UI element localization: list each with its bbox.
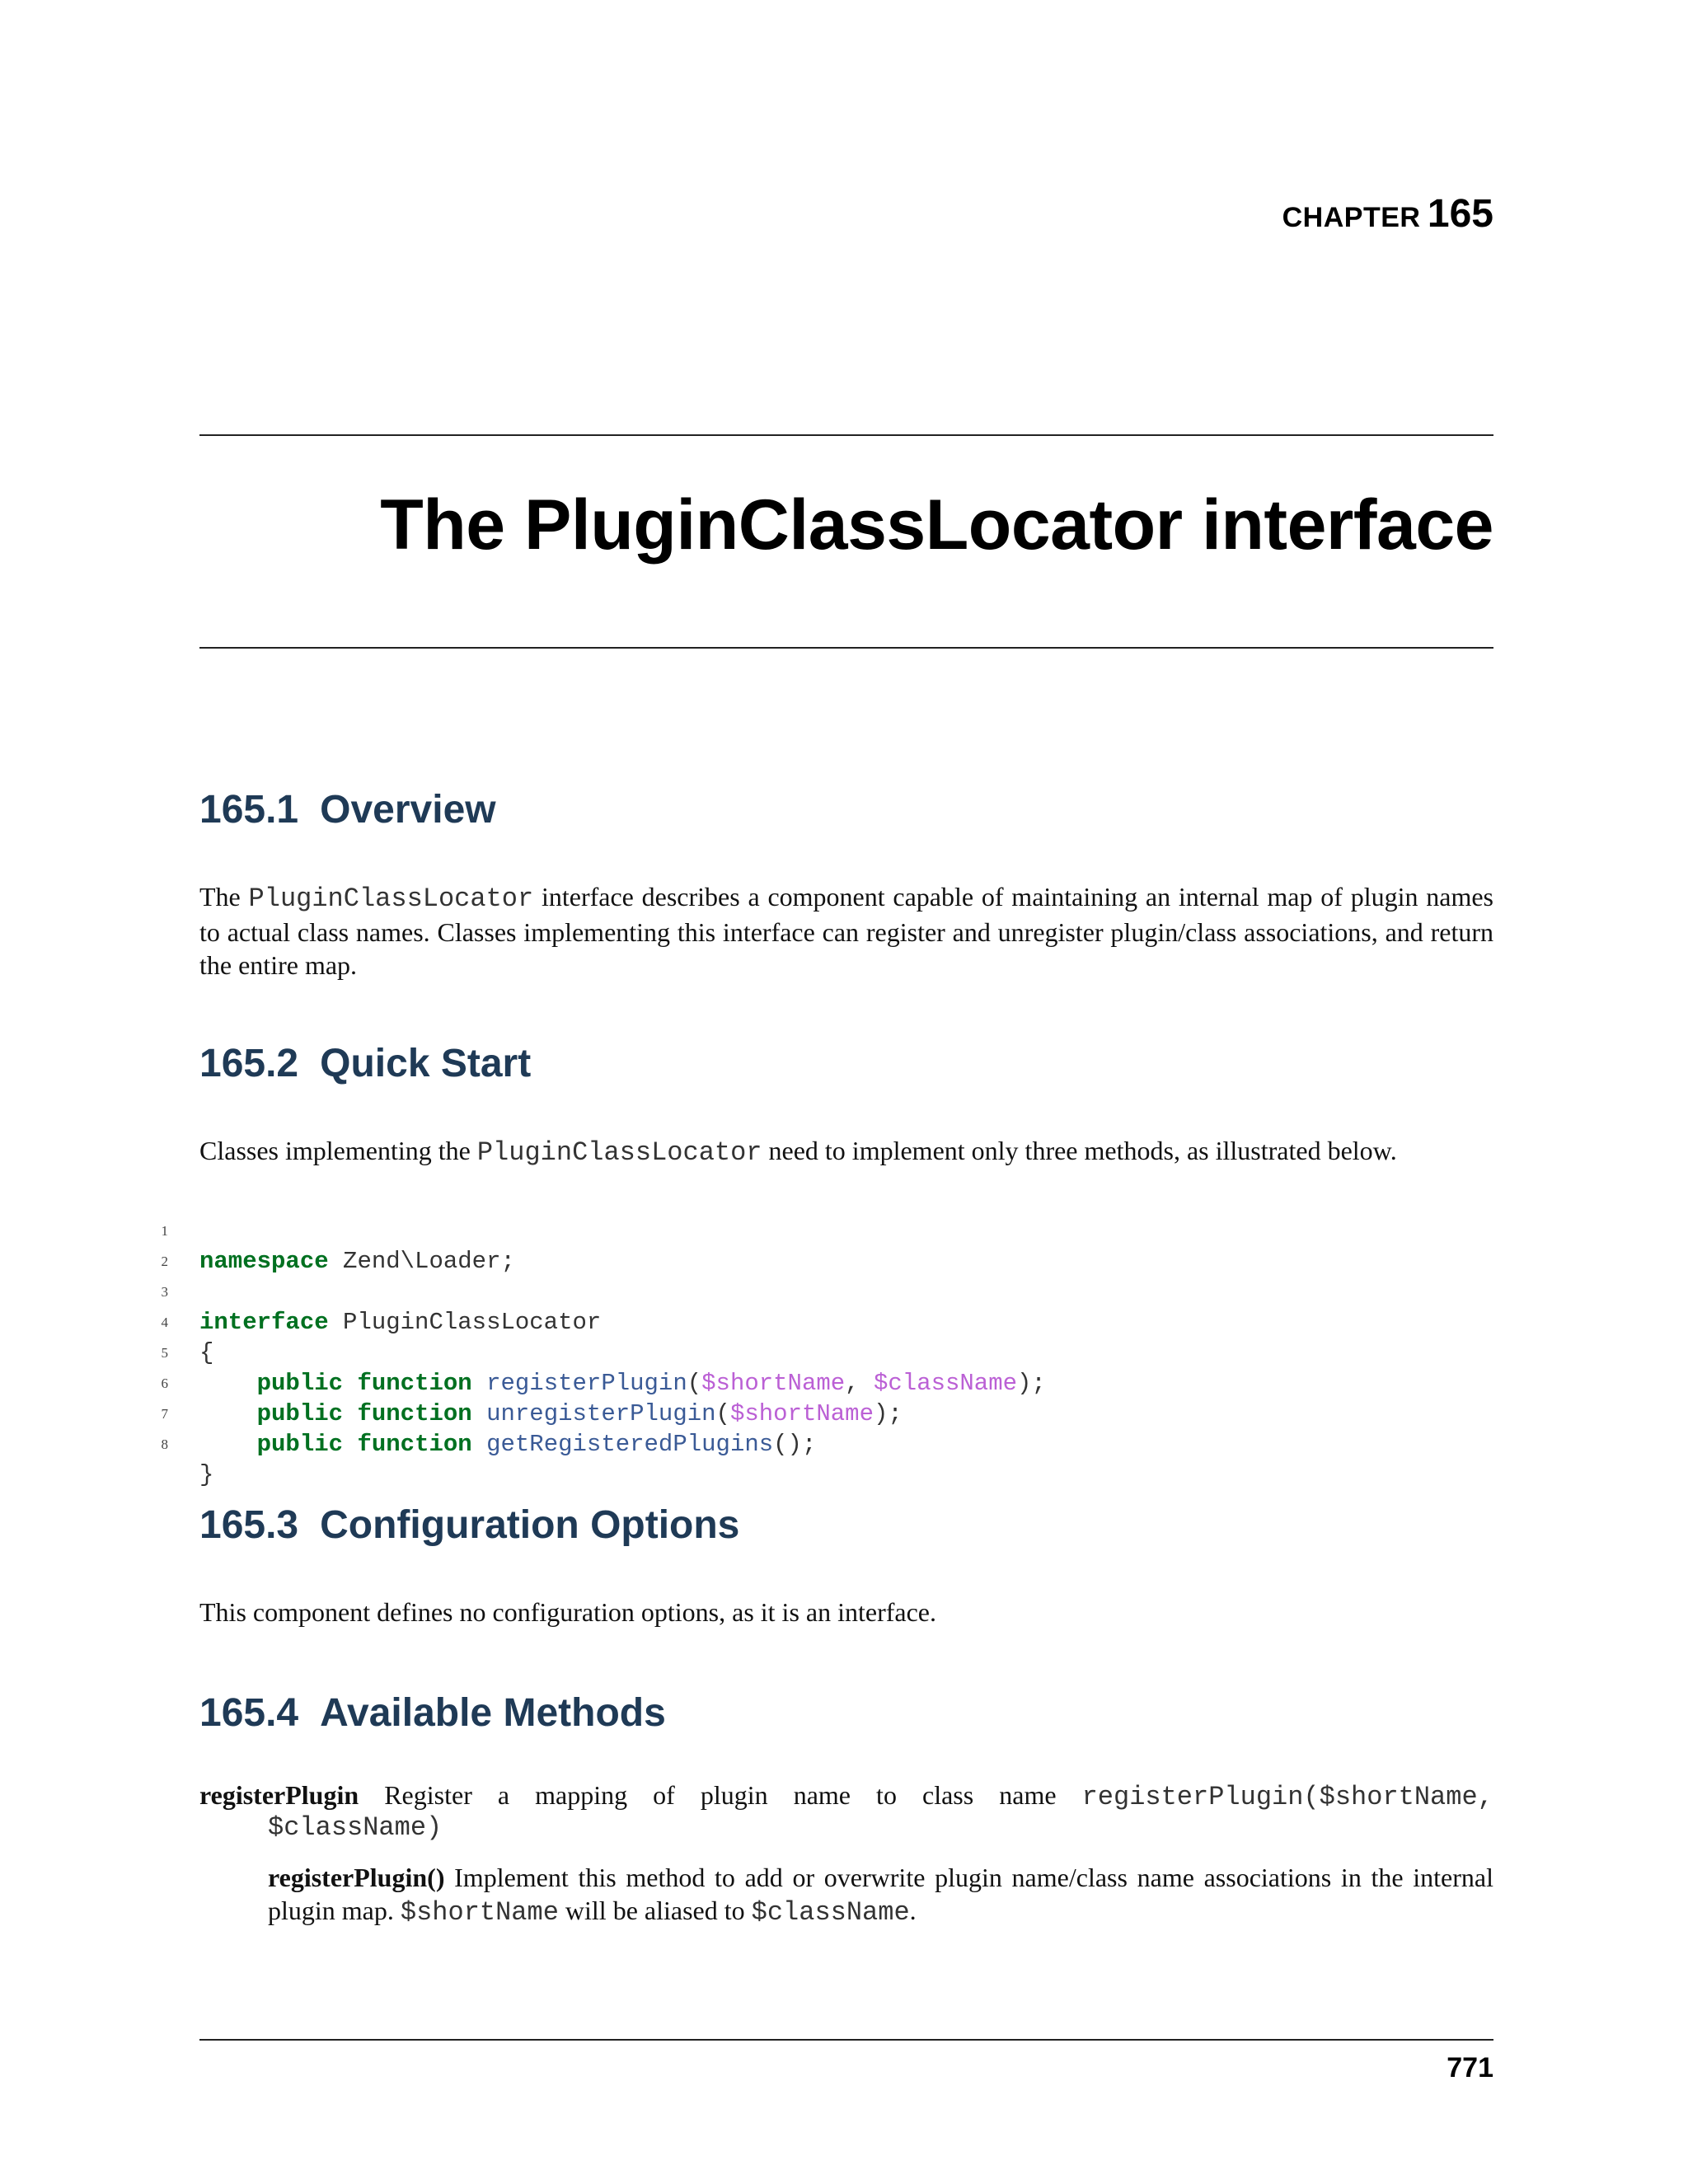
chapter-word: CHAPTER (1282, 202, 1421, 233)
section-number: 165.3 (199, 1503, 299, 1547)
brace: { (199, 1339, 214, 1366)
keyword: function (357, 1431, 472, 1458)
text-run: . (909, 1896, 917, 1925)
section-title: Configuration Options (320, 1503, 740, 1547)
punctuation: (); (773, 1431, 817, 1458)
punctuation: ( (715, 1400, 730, 1427)
code-line (148, 1185, 1500, 1275)
summary-word: a (497, 1780, 510, 1810)
keyword: interface (199, 1309, 329, 1336)
method-signature-start: registerPlugin($shortName, (1081, 1782, 1493, 1812)
section-heading-configuration-options (199, 1502, 739, 1548)
line-number: 3 (161, 1284, 168, 1300)
brace: } (199, 1461, 214, 1488)
line-number: 1 (161, 1223, 168, 1239)
section-title: Available Methods (320, 1691, 666, 1735)
line-number: 8 (161, 1436, 168, 1452)
chapter-number: 165 (1427, 192, 1493, 236)
section-number: 165.1 (199, 788, 299, 832)
text-run: Implement this method to add or overwrite plugin name/class name associations in the internal plugin map. (268, 1863, 1493, 1925)
method-term: registerPlugin (199, 1780, 359, 1810)
title-top-rule (199, 434, 1493, 436)
inline-code: $className (751, 1897, 910, 1928)
keyword: public (256, 1400, 344, 1427)
page-number: 771 (1447, 2052, 1493, 2083)
section-number: 165.2 (199, 1042, 299, 1085)
chapter-label (1282, 191, 1493, 237)
quick-start-paragraph (199, 1134, 1493, 1169)
method-term-line (199, 1779, 1493, 1814)
function-name: unregisterPlugin (486, 1400, 716, 1427)
function-name: getRegisteredPlugins (486, 1431, 774, 1458)
summary-word: plugin (700, 1780, 768, 1810)
inline-code: $shortName (400, 1897, 559, 1928)
line-number: 4 (161, 1315, 168, 1330)
punctuation: ); (873, 1400, 903, 1427)
code-text (199, 1460, 213, 1490)
keyword: function (357, 1400, 472, 1427)
line-number: 2 (161, 1254, 168, 1269)
variable: $shortName (729, 1400, 874, 1427)
variable: $shortName (701, 1370, 846, 1397)
code-line (148, 1246, 1500, 1336)
line-number: 6 (161, 1376, 168, 1391)
summary-word: to (876, 1780, 897, 1810)
code-block (148, 1185, 1500, 1488)
section-heading-quick-start (199, 1041, 531, 1086)
inline-code: PluginClassLocator (248, 883, 534, 914)
section-title: Quick Start (320, 1042, 532, 1085)
summary-word: name (793, 1780, 851, 1810)
function-name: registerPlugin (486, 1370, 687, 1397)
method-signature-end: $className) (268, 1812, 443, 1843)
chapter-title: The PluginClassLocator interface (380, 485, 1493, 565)
overview-paragraph (199, 880, 1493, 982)
line-number: 5 (161, 1345, 168, 1361)
title-bottom-rule (199, 647, 1493, 649)
method-detail-term: registerPlugin() (268, 1863, 445, 1892)
code-text (199, 1429, 816, 1460)
text-run: will be aliased to (558, 1896, 752, 1925)
keyword: public (256, 1431, 344, 1458)
section-heading-overview (199, 787, 496, 832)
inline-code: PluginClassLocator (476, 1137, 762, 1168)
punctuation: , (845, 1370, 874, 1397)
namespace-name: Zend\Loader; (328, 1248, 515, 1275)
summary-word: of (653, 1780, 675, 1810)
text-run: The (199, 882, 249, 912)
section-number: 165.4 (199, 1691, 299, 1735)
text-run: need to implement only three methods, as illustrated below. (762, 1136, 1397, 1165)
variable: $className (873, 1370, 1018, 1397)
keyword: function (357, 1370, 472, 1397)
summary-word: Register (384, 1780, 472, 1810)
interface-name: PluginClassLocator (328, 1309, 602, 1336)
section-heading-available-methods (199, 1690, 666, 1736)
method-term-row (199, 1779, 1493, 1814)
text-run: Classes implementing the (199, 1136, 477, 1165)
method-description (268, 1861, 1493, 1929)
keyword: namespace (199, 1248, 329, 1275)
code-line (148, 1307, 1500, 1397)
line-number: 7 (161, 1406, 168, 1422)
text-run: interface describes a component capable of maintaining an internal map of plugin names to actual class names. Classes implementing this interface can register and unregister plugin/class associations, and return the entire map. (199, 882, 1494, 980)
summary-word: name (999, 1780, 1057, 1810)
footer-rule (199, 2039, 1493, 2041)
section-title: Overview (320, 788, 496, 832)
summary-word: class (921, 1780, 974, 1810)
configuration-paragraph: This component defines no configuration options, as it is an interface. (199, 1597, 936, 1627)
keyword: public (256, 1370, 344, 1397)
summary-word: mapping (535, 1780, 628, 1810)
punctuation: ( (687, 1370, 702, 1397)
punctuation: ); (1017, 1370, 1046, 1397)
